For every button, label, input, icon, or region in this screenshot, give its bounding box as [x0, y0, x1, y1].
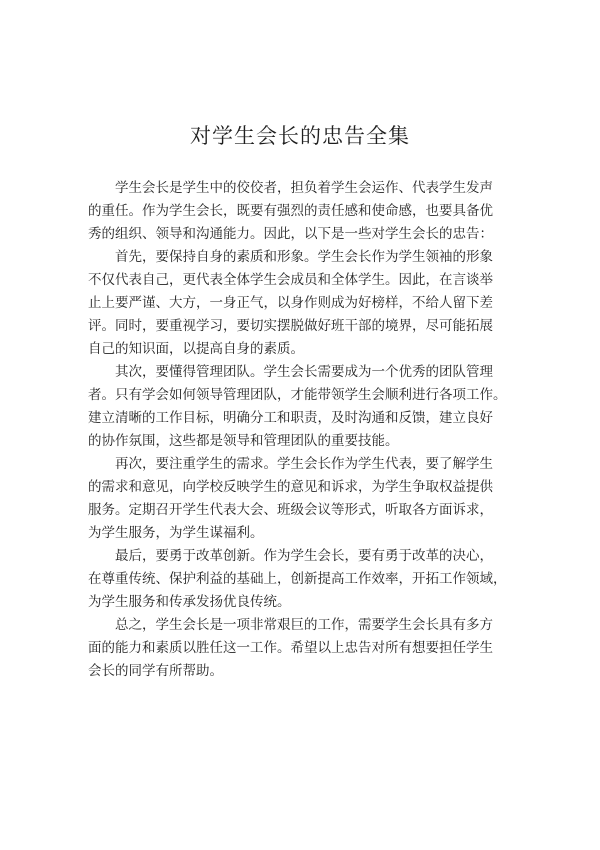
- paragraph-second: [88, 361, 528, 453]
- paragraph-line: 自己的知识面，以提高自身的素质。: [88, 341, 304, 357]
- paragraph-line: 其次，要懂得管理团队。学生会长需要成为一个优秀的团队管理: [115, 364, 493, 380]
- paragraph-third: [88, 453, 528, 545]
- paragraph-line: 止上要严谨、大方，一身正气，以身作则成为好榜样，不给人留下差: [88, 295, 493, 311]
- paragraph-line: 的需求和意见，向学校反映学生的意见和诉求，为学生争取权益提供: [88, 479, 493, 495]
- paragraph-line: 为学生服务，为学生谋福利。: [88, 525, 264, 541]
- paragraph-line: 在尊重传统、保护利益的基础上，创新提高工作效率，开拓工作领域，: [88, 571, 507, 587]
- paragraph-line: 评。同时，要重视学习，要切实摆脱做好班干部的境界，尽可能拓展: [88, 318, 493, 334]
- paragraph-first: [88, 246, 528, 361]
- paragraph-line: 学生会长是学生中的佼佼者，担负着学生会运作、代表学生发声: [115, 180, 493, 196]
- paragraph-line: 首先，要保持自身的素质和形象。学生会长作为学生领袖的形象: [115, 249, 493, 265]
- paragraph-intro: [88, 177, 528, 246]
- paragraph-line: 再次，要注重学生的需求。学生会长作为学生代表，要了解学生: [115, 456, 493, 472]
- document-title: 对学生会长的忠告全集: [190, 124, 410, 148]
- document-body: [88, 177, 528, 683]
- paragraph-line: 最后，要勇于改革创新。作为学生会长，要有勇于改革的决心，: [115, 548, 493, 564]
- paragraph-line: 的重任。作为学生会长，既要有强烈的责任感和使命感，也要具备优: [88, 203, 493, 219]
- paragraph-line: 为学生服务和传承发扬优良传统。: [88, 594, 291, 610]
- paragraph-line: 秀的组织、领导和沟通能力。因此，以下是一些对学生会长的忠告：: [88, 226, 493, 242]
- paragraph-line: 的协作氛围，这些都是领导和管理团队的重要技能。: [88, 433, 399, 449]
- paragraph-line: 服务。定期召开学生代表大会、班级会议等形式，听取各方面诉求，: [88, 502, 493, 518]
- paragraph-line: 面的能力和素质以胜任这一工作。希望以上忠告对所有想要担任学生: [88, 640, 493, 656]
- paragraph-line: 者。只有学会如何领导管理团队，才能带领学生会顺利进行各项工作。: [88, 387, 507, 403]
- paragraph-line: 总之，学生会长是一项非常艰巨的工作，需要学生会长具有多方: [115, 617, 493, 633]
- paragraph-conclusion: [88, 614, 528, 683]
- paragraph-line: 不仅代表自己，更代表全体学生会成员和全体学生。因此，在言谈举: [88, 272, 493, 288]
- paragraph-line: 会长的同学有所帮助。: [88, 663, 223, 679]
- paragraph-line: 建立清晰的工作目标，明确分工和职责，及时沟通和反馈，建立良好: [88, 410, 493, 426]
- paragraph-fourth: [88, 545, 528, 614]
